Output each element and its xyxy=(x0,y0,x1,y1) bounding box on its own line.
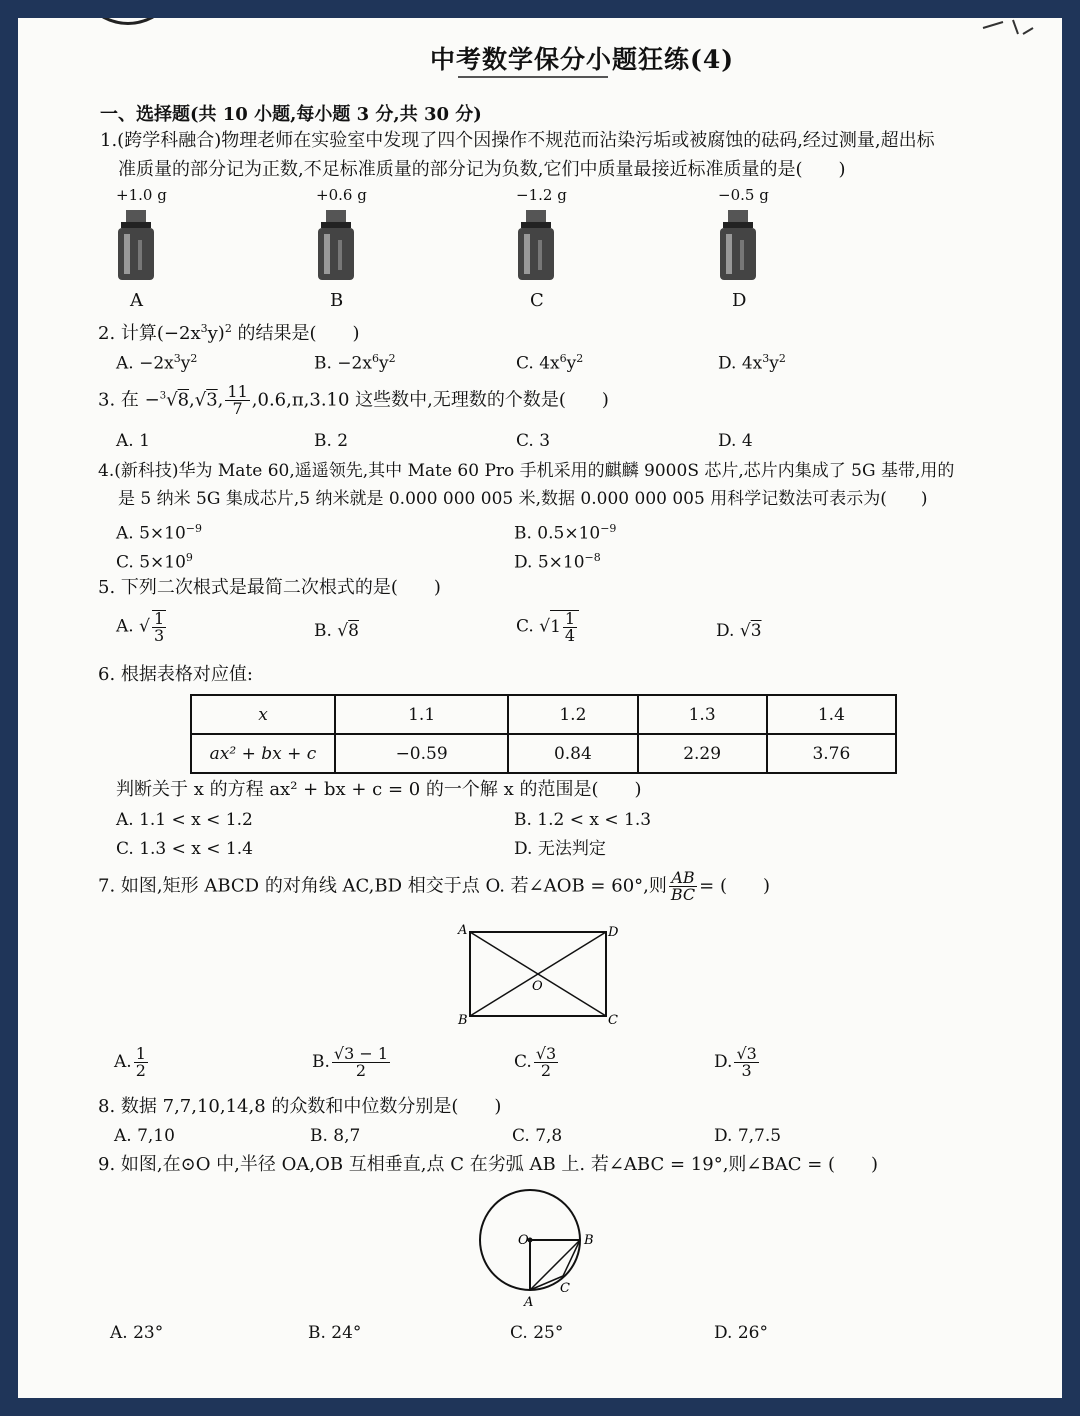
point-label-b: B xyxy=(458,1013,468,1028)
q5-option-b[interactable]: B. √8 xyxy=(314,621,359,641)
weight-letter-c: C xyxy=(530,290,544,311)
rectangle-diagram xyxy=(450,918,630,1030)
q4-line1: 4.(新科技)华为 Mate 60,遥遥领先,其中 Mate 60 Pro 手机采用的麒麟 9000S 芯片,芯片内集成了 5G 基带,用的 xyxy=(98,461,955,481)
q1-line2: 准质量的部分记为正数,不足标准质量的部分记为负数,它们中质量最接近标准质量的是( ) xyxy=(118,159,846,180)
q8-stem: 8. 数据 7,7,10,14,8 的众数和中位数分别是( ) xyxy=(98,1096,502,1117)
q5-option-c[interactable]: C. √1 $\frac{1}{4}$ xyxy=(516,610,579,644)
weight-label-d: −0.5 g xyxy=(718,186,769,204)
corner-mark-right xyxy=(978,18,1038,38)
table-cell: x xyxy=(191,695,335,734)
table-row xyxy=(191,734,896,773)
q8-option-c[interactable]: C. 7,8 xyxy=(512,1126,563,1146)
table-cell: 1.4 xyxy=(767,695,896,734)
q5-option-a[interactable]: A. √ $\frac{1}{3}$ xyxy=(116,609,165,645)
q6-option-c[interactable]: C. 1.3 < x < 1.4 xyxy=(116,839,253,859)
corner-mark-left xyxy=(98,18,158,32)
table-row xyxy=(191,695,896,734)
q5-option-d[interactable]: D. √3 xyxy=(716,621,762,641)
q7-option-d[interactable]: D. $\frac{√3}{3}$ xyxy=(714,1044,757,1080)
point-label-c: C xyxy=(560,1281,570,1296)
q2-option-b[interactable]: B. $-2x^6y^2$ xyxy=(314,352,396,374)
q7-option-a[interactable]: A. $\frac{1}{2}$ xyxy=(114,1044,146,1080)
q4-option-d[interactable]: D. $5\times 10^{-8}$ xyxy=(514,551,601,573)
weight-letter-b: B xyxy=(330,290,344,311)
weight-label-a: +1.0 g xyxy=(116,186,167,204)
point-label-c: C xyxy=(608,1013,618,1028)
circle-diagram xyxy=(468,1182,618,1312)
weight-label-c: −1.2 g xyxy=(516,186,567,204)
q6-option-d[interactable]: D. 无法判定 xyxy=(514,839,606,859)
q2-stem: 2. 计算$(-2x^3y)^2$ 的结果是( ) xyxy=(98,322,360,344)
q1-line1: 1.(跨学科融合)物理老师在实验室中发现了四个因操作不规范而沾染污垢或被腐蚀的砝码,经过测量,超出标 xyxy=(100,130,935,151)
section-heading: 一、选择题(共 10 小题,每小题 3 分,共 30 分) xyxy=(100,104,482,125)
q9-option-c[interactable]: C. 25° xyxy=(510,1323,564,1343)
q3-option-a[interactable]: A. 1 xyxy=(116,431,150,451)
q4-line2: 是 5 纳米 5G 集成芯片,5 纳米就是 0.000 000 005 米,数据 0.000 000 005 用科学记数法可表示为( ) xyxy=(118,489,928,509)
table-cell: 1.3 xyxy=(638,695,767,734)
point-label-o: O xyxy=(532,979,543,994)
q6-option-a[interactable]: A. 1.1 < x < 1.2 xyxy=(116,810,253,830)
weight-letter-d: D xyxy=(732,290,747,311)
point-label-d: D xyxy=(608,925,619,940)
title-underline xyxy=(458,76,608,78)
value-table xyxy=(190,694,897,774)
q4-option-b[interactable]: B. $0.5\times 10^{-9}$ xyxy=(514,522,617,544)
q2-option-c[interactable]: C. $4x^6y^2$ xyxy=(516,352,584,374)
table-cell: 1.2 xyxy=(508,695,637,734)
q6-option-b[interactable]: B. 1.2 < x < 1.3 xyxy=(514,810,652,830)
weight-icon xyxy=(718,210,758,282)
exam-paper xyxy=(18,18,1062,1398)
q8-option-b[interactable]: B. 8,7 xyxy=(310,1126,361,1146)
q9-option-d[interactable]: D. 26° xyxy=(714,1323,768,1343)
q5-stem: 5. 下列二次根式是最简二次根式的是( ) xyxy=(98,577,441,598)
q9-stem: 9. 如图,在⊙O 中,半径 OA,OB 互相垂直,点 C 在劣弧 AB 上. 若∠ABC = 19°,则∠BAC = ( ) xyxy=(98,1154,879,1175)
table-cell: 3.76 xyxy=(767,734,896,773)
q3-option-b[interactable]: B. 2 xyxy=(314,431,349,451)
weight-icon xyxy=(516,210,556,282)
q3-option-c[interactable]: C. 3 xyxy=(516,431,551,451)
table-cell: 0.84 xyxy=(508,734,637,773)
q9-option-b[interactable]: B. 24° xyxy=(308,1323,362,1343)
weight-label-b: +0.6 g xyxy=(316,186,367,204)
weight-letter-a: A xyxy=(130,290,143,311)
weight-icon xyxy=(116,210,156,282)
q3-fraction: $\frac{11}{7}$ xyxy=(227,382,248,418)
q3-stem: 3. 在 −$^3$√8,√3, $\frac{11}{7}$ ,0.6,π,3.10 这些数中,无理数的个数是( ) xyxy=(98,382,609,418)
q4-option-a[interactable]: A. $5\times 10^{-9}$ xyxy=(116,522,202,544)
q6-stem: 6. 根据表格对应值: xyxy=(98,664,253,685)
point-label-a: A xyxy=(458,923,468,938)
table-cell: −0.59 xyxy=(335,734,508,773)
q2-option-a[interactable]: A. $-2x^3y^2$ xyxy=(116,352,198,374)
q6-judge: 判断关于 x 的方程 ax² + bx + c = 0 的一个解 x 的范围是( ) xyxy=(116,779,642,800)
table-cell: 1.1 xyxy=(335,695,508,734)
q8-option-d[interactable]: D. 7,7.5 xyxy=(714,1126,782,1146)
page-title: 中考数学保分小题狂练(4) xyxy=(430,45,735,74)
q4-option-c[interactable]: C. $5\times 10^9$ xyxy=(116,551,193,573)
point-label-o: O xyxy=(518,1233,529,1248)
point-label-b: B xyxy=(584,1233,594,1248)
weight-icon xyxy=(316,210,356,282)
q7-option-c[interactable]: C. $\frac{√3}{2}$ xyxy=(514,1044,557,1080)
q7-option-b[interactable]: B. $\frac{√3 - 1}{2}$ xyxy=(312,1044,389,1080)
q2-option-d[interactable]: D. $4x^3y^2$ xyxy=(718,352,786,374)
q7-stem: 7. 如图,矩形 ABCD 的对角线 AC,BD 相交于点 O. 若∠AOB = 60°,则 $\frac{AB}{BC}$ = ( ) xyxy=(98,868,771,904)
point-label-a: A xyxy=(524,1295,534,1310)
q8-option-a[interactable]: A. 7,10 xyxy=(114,1126,175,1146)
q9-option-a[interactable]: A. 23° xyxy=(110,1323,164,1343)
table-cell: 2.29 xyxy=(638,734,767,773)
q3-option-d[interactable]: D. 4 xyxy=(718,431,753,451)
table-cell: ax² + bx + c xyxy=(191,734,335,773)
